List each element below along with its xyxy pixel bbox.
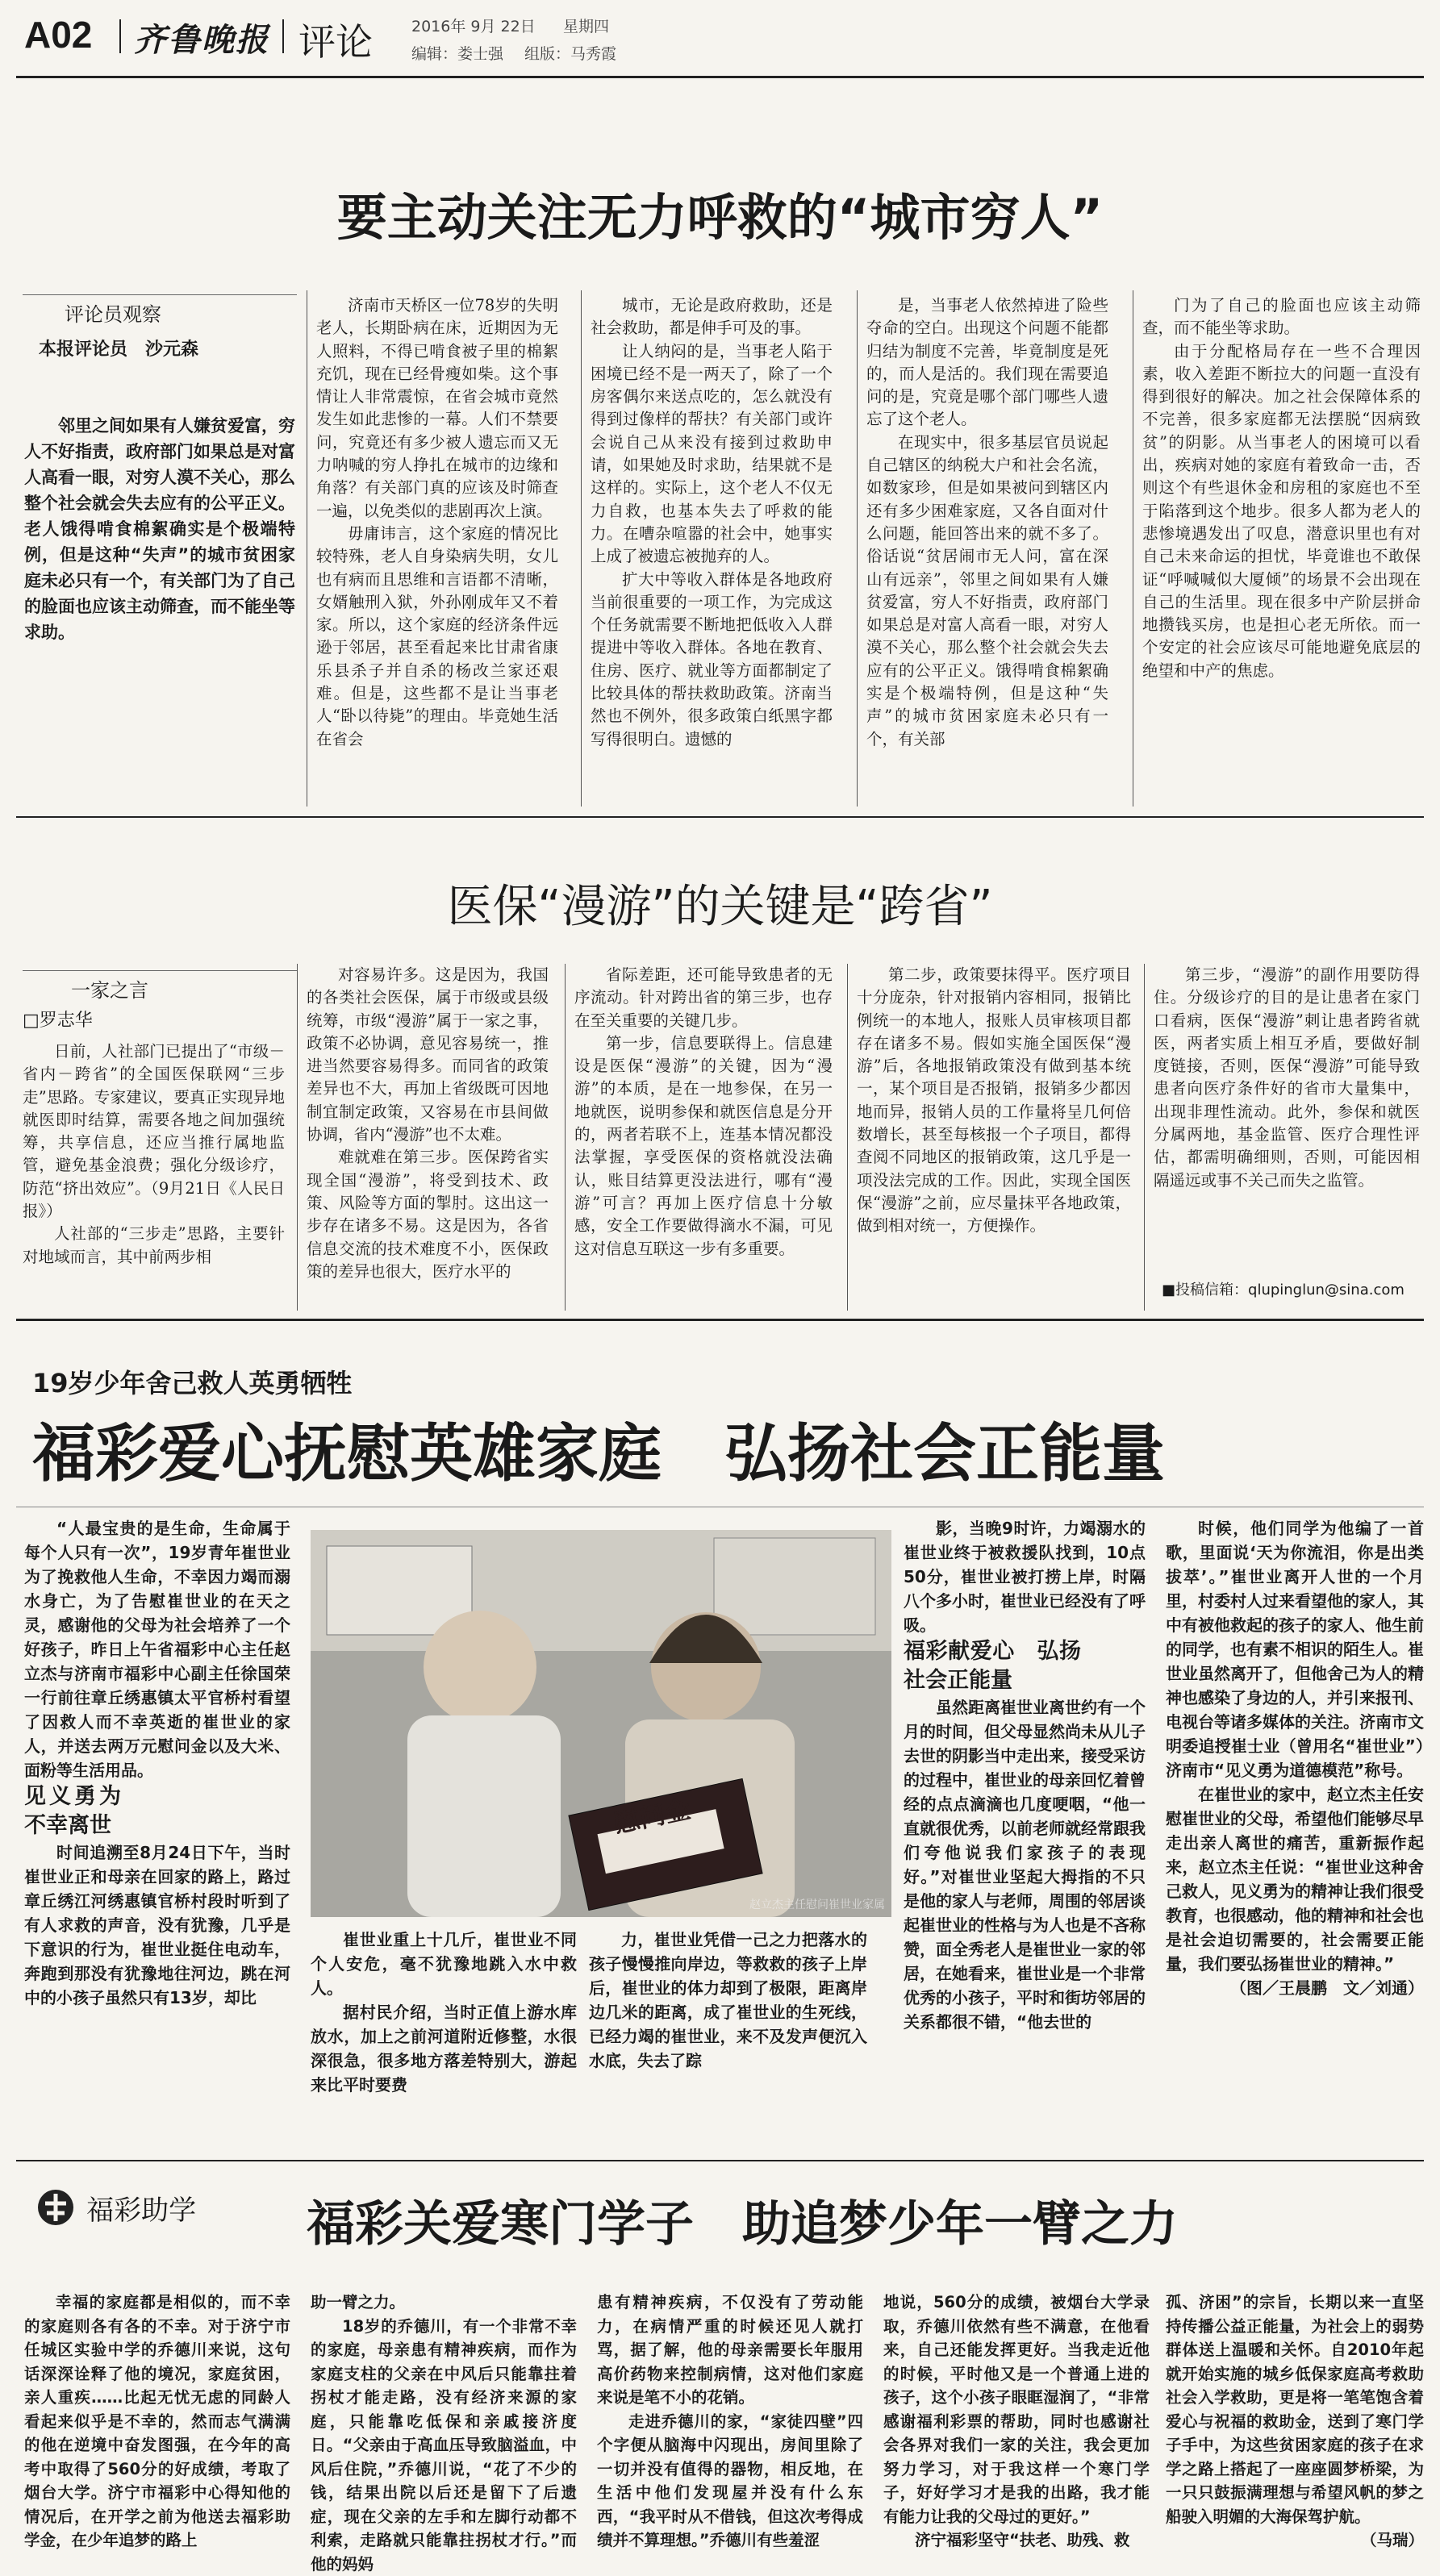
submission-email: ■投稿信箱：qlupinglun@sina.com — [1162, 1278, 1405, 1299]
article3-col3 — [904, 1516, 1146, 2153]
article2-col1 — [23, 1040, 285, 1307]
section-rule — [16, 816, 1424, 818]
paragraph: 影，当晚9时许，力竭溺水的崔世业终于被救援队找到，10点50分，崔世业被打捞上岸，时隔八个多小时，崔世业已经没有了呼吸。 — [904, 1516, 1146, 1637]
paragraph: 人社部的“三步走”思路，主要针对地域而言，其中前两步相 — [23, 1223, 285, 1269]
column-divider — [297, 964, 298, 1311]
column-divider — [1144, 964, 1145, 1311]
paragraph: 难就难在第三步。医保跨省实现全国“漫游”，将受到技术、政策、风险等方面的掣肘。这出这一步存在诸多不易。这是因为，各省信息交流的技术难度不小，医保政策的差异也很大，医疗水平的 — [307, 1146, 549, 1283]
photo-credit: （图／王晨鹏 文／刘通） — [1166, 1976, 1424, 2000]
paper-logo: 齐鲁晚报 — [134, 15, 269, 60]
paragraph: 时间追溯至8月24日下午，当时崔世业正和母亲在回家的路上，路过章丘绣江河绣惠镇官桥村段时听到了有人求救的声音，没有犹豫，几乎是下意识的行为，崔世业挺住电动车，奔跑到那没有犹豫地往河边，跳在河中的小孩子虽然只有13岁，却比 — [24, 1840, 290, 2010]
paragraph: 济宁福彩坚守“扶老、助残、救 — [883, 2528, 1150, 2553]
paragraph: 据村民介绍，当时正值上游水库放水，加上之前河道附近修整，水很深很急，很多地方落差特别大，游起来比平时要费 — [311, 2000, 577, 2097]
author-credit: （马瑞） — [1166, 2528, 1424, 2553]
paragraph: 日前，人社部门已提出了“市级－省内－跨省”的全国医保联网“三步走”思路。专家建议，要真正实现异地就医即时结算，需要各地之间加强统筹，共享信息，还应当推行属地监管，避免基金浪费；强化分级诊疗，防范“挤出效应”。（9月21日《人民日报》） — [23, 1040, 285, 1223]
paragraph: 城市，无论是政府救助，还是社会救助，都是伸手可及的事。 — [591, 294, 833, 340]
article2-col2 — [307, 964, 549, 1311]
paragraph: 患有精神疾病，不仅没有了劳动能力，在病情严重的时候还见人就打骂，据了解，他的母亲需要长年服用高价药物来控制病情，这对他们家庭来说是笔不小的花销。 — [597, 2290, 863, 2410]
article1-col2 — [591, 294, 833, 811]
article4-col2 — [311, 2290, 577, 2468]
paragraph: 在现实中，很多基层官员说起自己辖区的纳税大户和社会名流，如数家珍，但是如果被问到辖区内还有多少困难家庭，又各自面对什么问题，能回答出来的就不多了。俗话说“贫居闹市无人问，富在深山有远亲”，邻里之间如果有人嫌贫爱富，穷人不好指责，政府部门如果总是对富人高看一眼，对穷人漠不关心，那么整个社会就会失去应有的公平正义。饿得啃食棉絮确实是个极端特例，但是这种“失声”的城市贫困家庭未必只有一个，有关部 — [866, 431, 1108, 751]
paragraph: 让人纳闷的是，当事老人陷于困境已经不是一两天了，除了一个房客偶尔来送点吃的，怎么就没有得到过像样的帮扶？有关部门或许会说自己从来没有接到过救助申请，如果她及时求助，结果就不是这样的。实际上，这个老人不仅无力自救，也基本失去了呼救的能力。在嘈杂喧嚣的社会中，她事实上成了被遗忘被抛弃的人。 — [591, 340, 833, 569]
photo-sign-text: 慰问金 — [610, 1789, 693, 1841]
issue-weekday: 星期四 — [563, 15, 609, 36]
paragraph: 第一步，信息要联得上。信息建设是医保“漫游”的关键，因为“漫游”的本质，是在一地参保，在另一地就医，说明参保和就医信息是分开的，两者若联不上，连基本情况都没法掌握，享受医保的资格就没法确认，账目结算更没法进行，哪有“漫游”可言？再加上医疗信息十分敏感，安全工作要做得滴水不漏，可见这对信息互联这一步有多重要。 — [574, 1032, 833, 1261]
column-label-text: 一家之言 — [71, 974, 297, 1002]
article4-col5 — [1166, 2290, 1424, 2468]
paragraph: 由于分配格局存在一些不合理因素，收入差距不断拉大的问题一直没有得到很好的解决。加之社会保障体系的不完善，很多家庭都无法摆脱“因病致贫”的阴影。从当事老人的困境可以看出，疾病对她的家庭有着致命一击，否则这个有些退休金和房租的家庭也不至于陷落到这个地步。很多人都为老人的悲惨境遇发出了叹息，潜意识里也有对自己未来命运的担忧，毕竟谁也不敢保证“呼喊喊似大厦倾”的场景不会出现在自己的生活里。现在很多中产阶层拼命地攒钱买房，也是担心老无所依。而一个安定的社会应该尽可能地避免底层的绝望和中产的焦虑。 — [1142, 340, 1421, 682]
paragraph: 第三步，“漫游”的副作用要防得住。分级诊疗的目的是让患者在家门口看病，医保“漫游”刺让患者跨省就医，两者实质上相互矛盾，要做好制度链接，否则，医保“漫游”可能导致患者向医疗条件好的省市大量集中，出现非理性流动。此外，参保和就医分属两地，基金监管、医疗合理性评估，都需明确细则，否则，可能因相隔遥远或事不关己而失之监管。 — [1154, 964, 1420, 1192]
article2-col3 — [574, 964, 833, 1311]
paragraph: 省际差距，还可能导致患者的无序流动。针对跨出省的第三步，也存在至关重要的关键几步。 — [574, 964, 833, 1032]
page-number: A02 — [24, 13, 92, 56]
paragraph: 是，当事老人依然掉进了险些夺命的空白。出现这个问题不能都归结为制度不完善，毕竟制度是死的，而人是活的。我们现在需要追问的是，究竟是哪个部门哪些人遗忘了这个老人。 — [866, 294, 1108, 431]
article2-column-label — [23, 970, 297, 1003]
column-divider — [565, 964, 566, 1311]
article4-col3 — [597, 2290, 863, 2468]
article1-column-label — [23, 294, 297, 327]
article4-col1 — [24, 2290, 290, 2468]
article4-col4 — [883, 2290, 1150, 2468]
article2-headline: 医保“漫游”的关键是“跨省” — [0, 871, 1440, 936]
paragraph: 18岁的乔德川，有一个非常不幸的家庭，母亲患有精神疾病，而作为家庭支柱的父亲在中风后只能靠拄着拐杖才能走路，没有经济来源的家庭，只能靠吃低保和亲戚接济度日。“父亲由于高血压导致脑溢血，中风后住院，”乔德川说，“花了不少的钱，结果出院以后还是留下了后遗症，现在父亲的左手和左脚行动都不利索，走路就只能靠拄拐杖才行。”而他的妈妈 — [311, 2315, 577, 2576]
subheading: 见义勇为 不幸离世 — [24, 1782, 121, 1840]
article3-col2 — [311, 1928, 577, 2145]
subheading: 福彩献爱心 弘扬社会正能量 — [904, 1637, 1081, 1695]
article3-kicker: 19岁少年舍己救人英勇牺牲 — [32, 1363, 353, 1400]
article2-col5 — [1154, 964, 1420, 1270]
paragraph: 虽然距离崔世业离世约有一个月的时间，但父母显然尚未从儿子去世的阴影当中走出来，接受采访的过程中，崔世业的母亲回忆着曾经的点点滴滴也几度哽咽，“他一直就很优秀，以前老师就经常跟我们夸他说我们家孩子的表现好。”对崔世业坚起大拇指的不只是他的家人与老师，周围的邻居谈起崔世业的性格与为人也是不吝称赞，面全秀老人是崔世业一家的邻居，在她看来，崔世业是一个非常优秀的小孩子，平时和街坊邻居的关系都很不错，“他去世的 — [904, 1695, 1146, 2034]
article3-headline: 福彩爱心抚慰英雄家庭 弘扬社会正能量 — [32, 1403, 1165, 1494]
column-divider — [581, 290, 582, 807]
article3-col4 — [1166, 1516, 1424, 2153]
editor-credit: 编辑：娄士强 — [411, 42, 503, 64]
fucai-logo — [35, 2187, 196, 2228]
article1-byline: 本报评论员 沙元森 — [39, 336, 198, 361]
issue-date: 2016年 9月 22日 — [411, 15, 536, 36]
paragraph: 扩大中等收入群体是各地政府当前很重要的一项工作，为完成这个任务就需要不断地把低收入人群提进中等收入群体。各地在教育、住房、医疗、就业等方面都制定了比较具体的帮扶救助政策。济南当然也不例外，很多政策白纸黑字都写得很明白。遗憾的 — [591, 569, 833, 751]
square-bullet-icon: ■ — [1162, 1282, 1175, 1298]
paragraph: 地说，560分的成绩，被烟台大学录取，乔德川依然有些不满意，在他看来，自己还能发挥更好。当我走近他的时候，平时他又是一个普通上进的孩子，这个小孩子眼眶湿润了，“非常感谢福利彩票的帮助，同时也感谢社会各界对我们一家的关注，我会更加努力学习，对于我这样一个寒门学子，好好学习才是我的出路，我才能有能力让我的父母过的更好。” — [883, 2290, 1150, 2528]
masthead-divider — [119, 19, 121, 53]
paragraph: 幸福的家庭都是相似的，而不幸的家庭则各有各的不幸。对于济宁市任城区实验中学的乔德川来说，这句话深深诠释了他的境况，家庭贫困，亲人重疾……比起无忧无虑的同龄人看起来似乎是不幸的，然而志气满满的他在逆境中奋发图强，在今年的高考中取得了560分的好成绩，考取了烟台大学。济宁市福彩中心得知他的情况后，在开学之前为他送去福彩助学金，在少年追梦的路上 — [24, 2290, 290, 2553]
article4-headline: 福彩关爱寒门学子 助追梦少年一臂之力 — [307, 2186, 1178, 2255]
article1-headline: 要主动关注无力呼救的“城市穷人” — [0, 177, 1440, 249]
article1-col1 — [316, 294, 558, 811]
section-rule — [16, 2160, 1424, 2161]
paragraph: 时候，他们同学为他编了一首歌，里面说‘天为你流泪，你是出类拔萃’。”崔世业离开人世的一个月里，村委村人过来看望他的家人，其中有被他救起的孩子的家人、他生前的同学，也有素不相识的陌生人。崔世业虽然离开了，但他舍己为人的精神也感染了身边的人，并引来报刊、电视台等诸多媒体的关注。济南市文明委追授崔士业（曾用名“崔世业”）济南市“见义勇为道德模范”称号。 — [1166, 1516, 1424, 1782]
masthead — [24, 11, 1428, 71]
article2-byline: □罗志华 — [23, 1007, 93, 1032]
section-title: 评论 — [298, 13, 373, 66]
paragraph: 助一臂之力。 — [311, 2290, 577, 2315]
article1-summary — [24, 413, 295, 695]
article1-col3 — [866, 294, 1108, 811]
column-divider — [857, 290, 858, 807]
summary-text: 邻里之间如果有人嫌贫爱富，穷人不好指责，政府部门如果总是对富人高看一眼，对穷人漠不关心，那么整个社会就会失去应有的公平正义。老人饿得啃食棉絮确实是个极端特例，但是这种“失声”的城市贫困家庭未必只有一个，有关部门为了自己的脸面也应该主动筛查，而不能坐等求助。 — [24, 413, 295, 645]
photo-illustration — [311, 1530, 891, 1917]
article1-col4 — [1142, 294, 1421, 811]
photo-caption: 赵立杰主任慰问崔世业家属 — [749, 1896, 885, 1912]
paragraph: 在崔世业的家中，赵立杰主任安慰崔世业的父母，希望他们能够尽早走出亲人离世的痛苦，重新振作起来，赵立杰主任说：“崔世业这种舍己救人，见义勇为的精神让我们很受教育，也很感动，他的精神和社会也是社会迫切需要的，社会需要正能量，我们要弘扬崔世业的精神。” — [1166, 1782, 1424, 1976]
section-rule — [16, 1319, 1424, 1321]
paragraph: 走进乔德川的家，“家徒四壁”四个字便从脑海中闪现出，房间里除了一切并没有值得的器物，相反地，在生活中他们发现屋并没有什么东西，“我平时从不借钱，但这次考得成绩并不算理想。”乔德川有些羞涩 — [597, 2410, 863, 2553]
logo-text: 福彩助学 — [86, 2195, 196, 2227]
paragraph: 毋庸讳言，这个家庭的情况比较特殊，老人自身染病失明，女儿也有病而且思维和言语都不清晰，女婿触刑入狱，外孙刚成年又不着家。所以，这个家庭的经济条件远逊于邻居，甚至看起来比甘肃省康乐县杀子并自杀的杨改兰家还艰难。但是，这些都不是让当事老人“卧以待毙”的理由。毕竟她生活在省会 — [316, 523, 558, 751]
column-label-text: 评论员观察 — [65, 298, 297, 327]
news-photo — [311, 1530, 891, 1917]
article3-col3a — [589, 1928, 867, 2145]
masthead-rule — [16, 76, 1424, 78]
article2-col4 — [857, 964, 1131, 1311]
paragraph: “人最宝贵的是生命，生命属于每个人只有一次”，19岁青年崔世业为了挽救他人生命，不幸因力竭而溺水身亡，为了告慰崔世业的在天之灵，感谢他的父母为社会培养了一个好孩子，昨日上午省福彩中心主任赵立杰与济南市福彩中心副主任徐国荣一行前往章丘绣惠镇太平官桥村看望了因救人而不幸英逝的崔世业的家人，并送去两万元慰问金以及大米、面粉等生活用品。 — [24, 1516, 290, 1782]
paragraph: 对容易许多。这是因为，我国的各类社会医保，属于市级或县级统筹，市级“漫游”属于一家之事，政策不必协调，意见容易统一，推进当然要容易得多。而同省的政策差异也不大，再加上省级既可因地制宜制定政策，又容易在市县间做协调，省内“漫游”也不太难。 — [307, 964, 549, 1146]
paragraph: 力，崔世业凭借一己之力把落水的孩子慢慢推向岸边，等救救的孩子上岸后，崔世业的体力却到了极限，距离岸边几米的距离，成了崔世业的生死线，已经力竭的崔世业，来不及发声便沉入水底，失去了踪 — [589, 1928, 867, 2073]
fucai-emblem-icon — [35, 2187, 76, 2228]
paragraph: 门为了自己的脸面也应该主动筛查，而不能坐等求助。 — [1142, 294, 1421, 340]
masthead-divider — [282, 19, 284, 53]
article3-col1 — [24, 1516, 290, 2153]
paragraph: 孤、济困”的宗旨，长期以来一直坚持传播公益正能量，为社会上的弱势群体送上温暖和关怀。自2010年起就开始实施的城乡低保家庭高考救助社会入学救助，更是将一笔笔饱含着爱心与祝福的救助金，送到了寒门学子手中，为这些贫困家庭的孩子在求学之路上搭起了一座座圆梦桥梁，为一只只鼓振满理想与希望风帆的梦之船驶入明媚的大海保驾护航。 — [1166, 2290, 1424, 2528]
paragraph: 崔世业重上十几斤，崔世业不同个人安危，毫不犹豫地跳入水中救人。 — [311, 1928, 577, 2000]
paragraph: 第二步，政策要抹得平。医疗项目十分庞杂，针对报销内容相同，报销比例统一的本地人，报账人员审核项目都存在诸多不易。假如实施全国医保“漫游”后，各地报销政策没有做到基本统一，某个项目是否报销，报销多少都因地而异，报销人员的工作量将呈几何倍数增长，甚至每核报一个子项目，都得查阅不同地区的报销政策，这几乎是一项没法完成的工作。因此，实现全国医保“漫游”之前，应尽量抹平各地政策，做到相对统一，方便操作。 — [857, 964, 1131, 1238]
paragraph: 济南市天桥区一位78岁的失明老人，长期卧病在床，近期因为无人照料，不得已啃食被子里的棉絮充饥，现在已经骨瘦如柴。这个事情让人非常震惊，在省会城市竟然发生如此悲惨的一幕。人们不禁要问，究竟还有多少被人遗忘而又无力呐喊的穷人挣扎在城市的边缘和角落？有关部门真的应该及时筛查一遍，以免类似的悲剧再次上演。 — [316, 294, 558, 523]
layout-credit: 组版：马秀霞 — [524, 42, 616, 64]
column-divider — [847, 964, 848, 1311]
